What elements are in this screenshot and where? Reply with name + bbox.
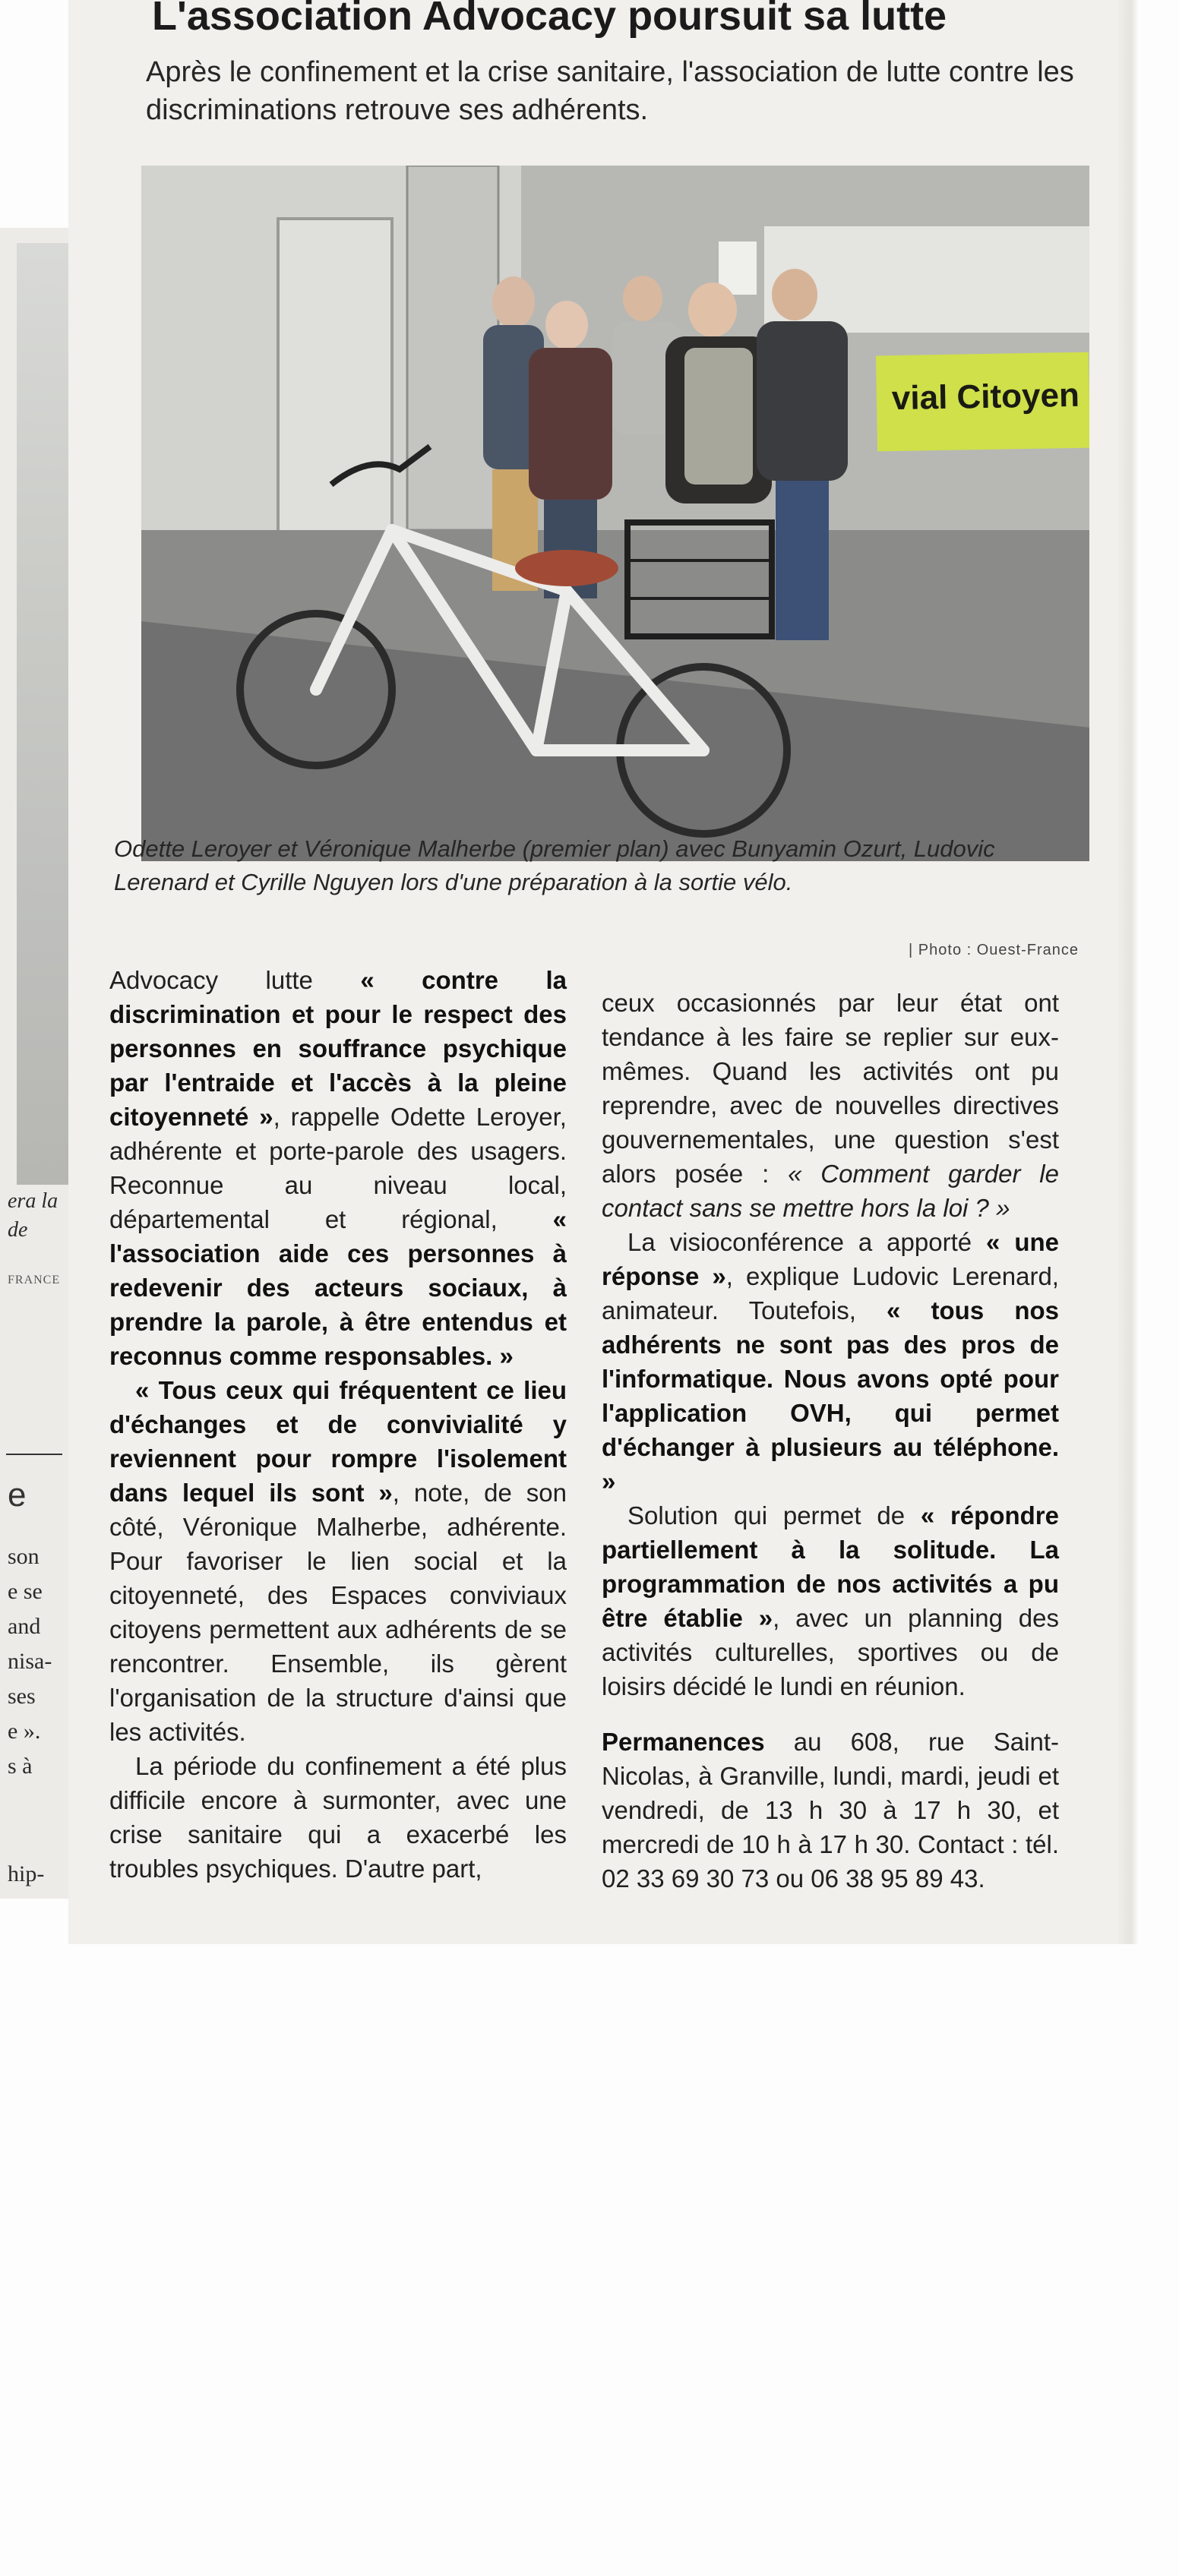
neighbor-text-line: e se	[8, 1579, 43, 1604]
article-column-right	[602, 986, 1059, 1896]
neighbor-text-line: hip-	[8, 1861, 45, 1886]
quote-bold: « l'association aide ces personnes à redevenir des acteurs sociaux, à prendre la parole, à être entendus et reconnus comme responsables. »	[109, 1205, 567, 1370]
text-run: Solution qui permet de	[627, 1501, 921, 1530]
paragraph: La période du confinement a été plus difficile encore à surmonter, avec une crise sanitaire qui a exacerbé les troubles psychiques. D'autre part,	[109, 1752, 567, 1883]
neighbor-text-line: e ».	[8, 1719, 41, 1744]
photo-credit: | Photo : Ouest-France	[909, 942, 1079, 958]
article-photo	[141, 166, 1089, 861]
neighbor-text-line: nisa-	[8, 1649, 52, 1674]
neighbor-text-line: s à	[8, 1754, 33, 1779]
neighbor-caption-line: era la	[8, 1189, 58, 1213]
contact-paragraph	[602, 1725, 1059, 1896]
torn-edge	[1118, 0, 1139, 1944]
paragraph	[109, 1373, 567, 1749]
text-run: Advocacy lutte	[109, 966, 361, 994]
article-column-left	[109, 963, 567, 1886]
contact-label: Permanences	[602, 1728, 765, 1756]
text-run: ceux occasionnés par leur état ont tendance à les faire se replier sur eux-mêmes. Quand les activités ont pu reprendre, avec de nouvelles directives gouvernementales, une question s'est alors posée :	[602, 989, 1059, 1188]
neighbor-text-line: and	[8, 1614, 41, 1639]
quote-bold: « contre la discrimination et pour le respect des personnes en souffrance psychique par l'entraide et l'accès à la pleine citoyenneté »	[109, 966, 567, 1131]
quote-bold: « Tous ceux qui fréquentent ce lieu d'échanges et de convivialité y reviennent pour rompre l'isolement dans lequel ils sont »	[109, 1376, 567, 1507]
quote-bold: « répondre partiellement à la solitude. La programmation de nos activités a pu être établie »	[602, 1501, 1059, 1632]
article-standfirst: Après le confinement et la crise sanitaire, l'association de lutte contre les discriminations retrouve ses adhérents.	[146, 56, 1074, 126]
text-run: La visioconférence a apporté	[627, 1228, 987, 1256]
neighbor-divider	[6, 1454, 62, 1455]
neighbor-credit: FRANCE	[8, 1274, 61, 1286]
text-run: , note, de son côté, Véronique Malherbe, adhérente. Pour favoriser le lien social et la citoyenneté, des Espaces conviviaux citoyens permettent aux adhérents de se rencontrer. Ensemble, ils gèrent l'organisation de la structure d'ainsi que les activités.	[109, 1479, 567, 1746]
photo-illustration	[141, 166, 1089, 861]
paragraph	[109, 963, 567, 1373]
neighbor-text-line: ses	[8, 1684, 36, 1709]
contact-details: au 608, rue Saint-Nicolas, à Granville, lundi, mardi, jeudi et vendredi, de 13 h 30 à 17 h 30, et mercredi de 10 h à 17 h 30. Contact : tél. 02 33 69 30 73 ou 06 38 95 89 43.	[602, 1728, 1059, 1893]
neighbor-text-line: son	[8, 1544, 40, 1569]
neighbor-photo	[17, 243, 70, 1185]
article-headline: L'association Advocacy poursuit sa lutte	[152, 0, 947, 39]
text-run: , avec un planning des activités culturelles, sportives ou de loisirs décidé le lundi en réunion.	[602, 1604, 1059, 1700]
photo-caption: Odette Leroyer et Véronique Malherbe (premier plan) avec Bunyamin Ozurt, Ludovic Lerenard et Cyrille Nguyen lors d'une préparation à la sortie vélo.	[114, 835, 995, 895]
neighbor-clipping	[0, 228, 70, 1899]
paragraph	[602, 1225, 1059, 1498]
paragraph	[602, 1498, 1059, 1703]
paragraph	[602, 986, 1059, 1225]
photo-banner-text: vial Citoyen	[891, 376, 1080, 418]
neighbor-heading: e	[8, 1476, 27, 1514]
quote-bold: « tous nos adhérents ne sont pas des pros de l'informatique. Nous avons opté pour l'application OVH, qui permet d'échanger à plusieurs au téléphone. »	[602, 1296, 1059, 1495]
quote-bold: « une réponse »	[602, 1228, 1059, 1290]
photo-banner	[876, 352, 1089, 452]
text-run: , explique Ludovic Lerenard, animateur. Toutefois,	[602, 1262, 1059, 1324]
neighbor-caption-line: de	[8, 1218, 28, 1242]
quote-italic: « Comment garder le contact sans se mettre hors la loi ? »	[602, 1160, 1059, 1222]
text-run: , rappelle Odette Leroyer, adhérente et porte-parole des usagers. Reconnue au niveau local, départemental et régional,	[109, 1103, 567, 1233]
